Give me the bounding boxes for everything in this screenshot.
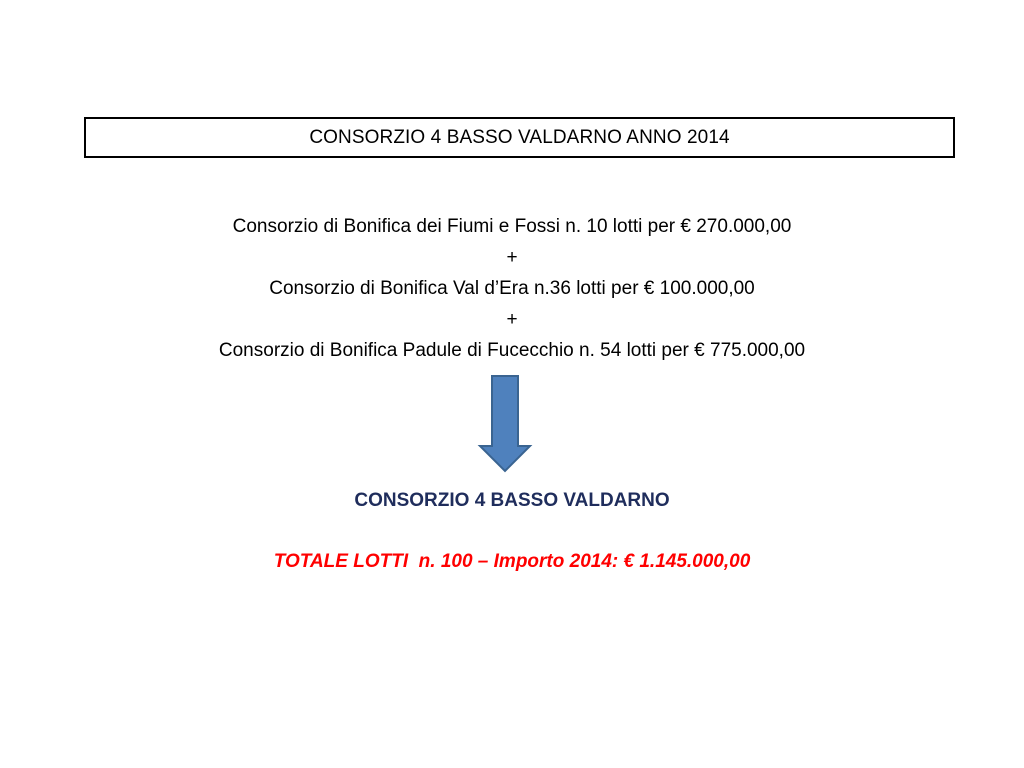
total-summary: TOTALE LOTTI n. 100 – Importo 2014: € 1.145.000,00 xyxy=(273,551,751,572)
plus-sign: + xyxy=(506,309,518,330)
arrow-down-icon xyxy=(477,374,533,474)
arrow-down-shape xyxy=(480,376,530,471)
consortium-list xyxy=(0,211,1024,366)
plus-sign: + xyxy=(506,247,518,268)
slide-title: CONSORZIO 4 BASSO VALDARNO ANNO 2014 xyxy=(309,126,730,148)
consortium-line-padule-fucecchio: Consorzio di Bonifica Padule di Fucecchio n. 54 lotti per € 775.000,00 xyxy=(218,340,806,361)
result-consortium-title: CONSORZIO 4 BASSO VALDARNO xyxy=(354,490,670,511)
slide-title-box xyxy=(84,117,955,158)
consortium-line-fiumi-fossi: Consorzio di Bonifica dei Fiumi e Fossi n. 10 lotti per € 270.000,00 xyxy=(232,216,792,237)
consortium-line-val-dera: Consorzio di Bonifica Val d’Era n.36 lotti per € 100.000,00 xyxy=(269,278,755,299)
